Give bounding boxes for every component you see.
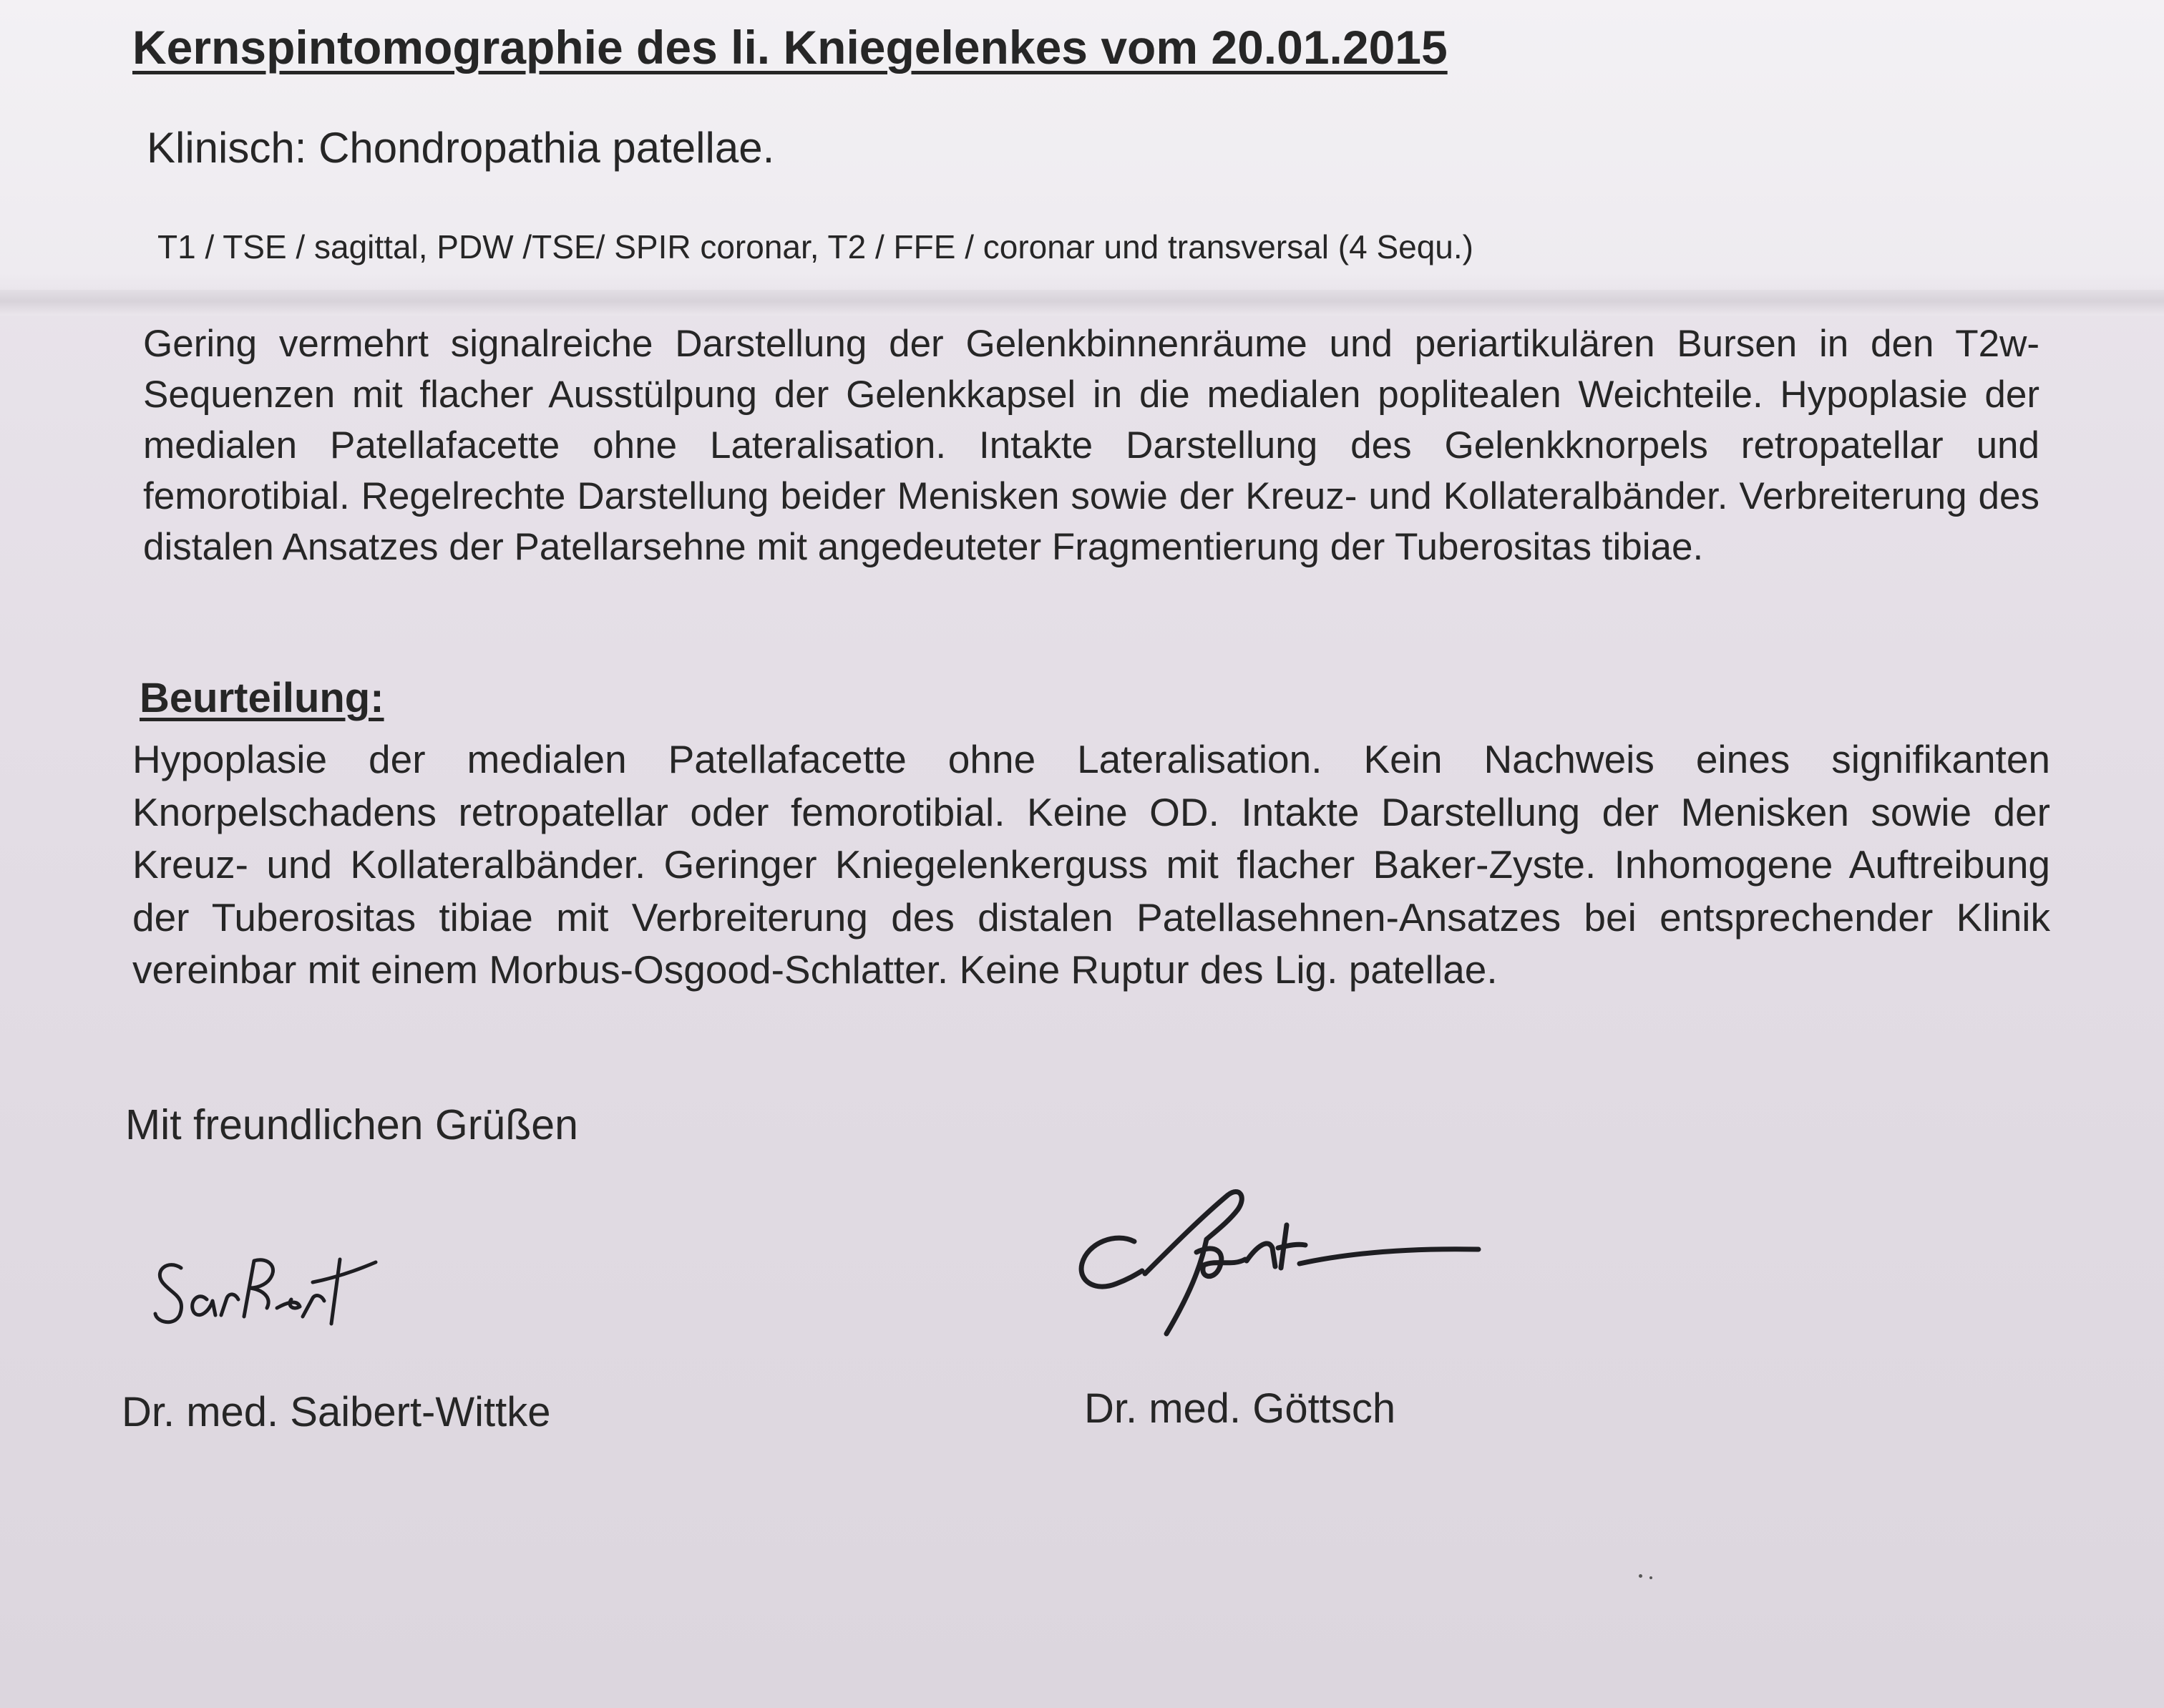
document-title: Kernspintomographie des li. Kniegelenkes vom 20.01.2015 bbox=[132, 21, 1448, 74]
assessment-paragraph: Hypoplasie der medialen Patellafacette ohne Lateralisation. Kein Nachweis eines signifikanten Knorpelschadens retropatellar oder femorotibial. Keine OD. Intakte Darstellung der Menisken sowie der Kreuz- und Kollateralbänder. Geringer Kniegelenkerguss mit flacher Baker-Zyste. Inhomogene Auftreibung der Tuberositas tibiae mit Verbreiterung des distalen Patellasehnen-Ansatzes bei entsprechender Klinik vereinbar mit einem Morbus-Osgood-Schlatter. Keine Ruptur des Lig. patellae. bbox=[132, 737, 2050, 992]
mri-sequences: T1 / TSE / sagittal, PDW /TSE/ SPIR coronar, T2 / FFE / coronar und transversal (4 Sequ.) bbox=[157, 228, 1473, 265]
paper-speck bbox=[1649, 1576, 1652, 1579]
assessment-heading: Beurteilung: bbox=[140, 675, 384, 721]
paper-speck bbox=[1639, 1574, 1642, 1578]
clinical-indication: Klinisch: Chondropathia patellae. bbox=[147, 124, 775, 172]
findings-paragraph: Gering vermehrt signalreiche Darstellung der Gelenkbinnenräume und periartikulären Bursen in den T2w-Sequenzen mit flacher Ausstülpung der Gelenkkapsel in die medialen poplitealen Weichteile. Hypoplasie der medialen Patellafacette ohne Lateralisation. Intakte Darstellung des Gelenkknorpels retropatellar und femorotibial. Regelrechte Darstellung beider Menisken sowie der Kreuz- und Kollateralbänder. Verbreiterung des distalen Ansatzes der Patellarsehne mit angedeuteter Fragmentierung der Tuberositas tibiae. bbox=[143, 323, 2039, 568]
signatory-name-1: Dr. med. Saibert-Wittke bbox=[122, 1389, 551, 1435]
signature-saibert bbox=[147, 1231, 404, 1345]
paper-fold bbox=[0, 290, 2164, 316]
closing-greeting: Mit freundlichen Grüßen bbox=[125, 1101, 578, 1148]
signatory-name-2: Dr. med. Göttsch bbox=[1084, 1385, 1396, 1432]
signature-goettsch bbox=[1066, 1173, 1496, 1352]
